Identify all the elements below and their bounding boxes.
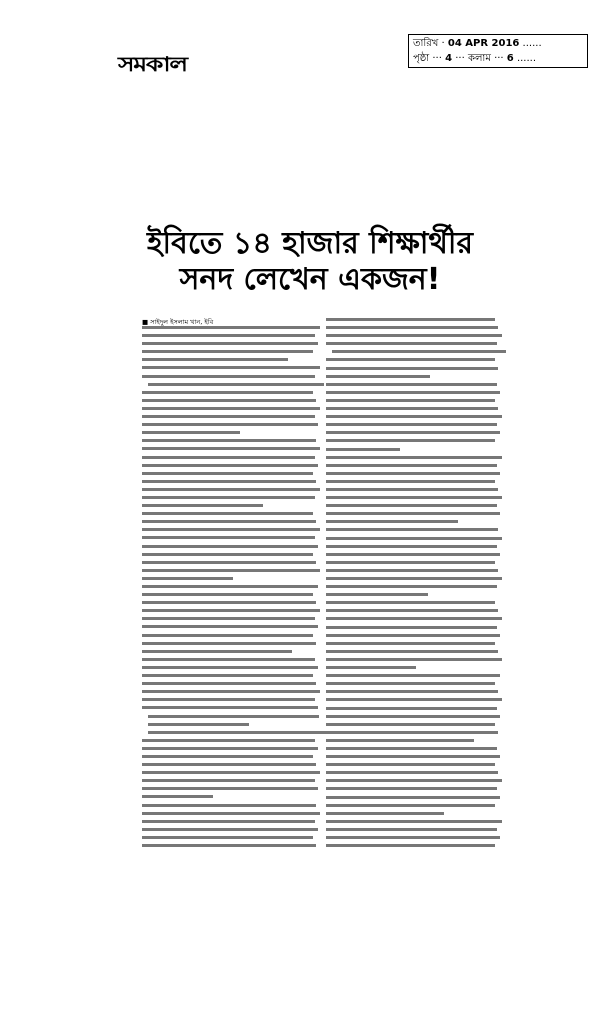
article-text-line <box>326 585 497 588</box>
article-text-line <box>142 634 313 637</box>
article-text-line <box>326 496 502 499</box>
article-text-line <box>326 593 428 596</box>
article-text-line <box>148 715 319 718</box>
article-text-line <box>326 448 400 451</box>
article-text-line <box>142 642 316 645</box>
stamp-column-value: 6 <box>506 53 514 64</box>
article-text-line <box>326 609 498 612</box>
article-text-line <box>142 375 315 378</box>
article-text-line <box>142 585 318 588</box>
article-text-line <box>326 383 497 386</box>
article-text-line <box>326 545 497 548</box>
article-text-line <box>326 658 502 661</box>
article-text-line <box>142 706 318 709</box>
article-text-line <box>142 423 318 426</box>
headline-line-2: সনদ লেখেন একজন! <box>179 262 441 297</box>
article-text-line <box>326 715 500 718</box>
article-text-line <box>142 739 315 742</box>
article-text-line <box>326 739 474 742</box>
article-text-line <box>326 812 444 815</box>
article-text-line <box>326 504 497 507</box>
article-text-line <box>326 820 502 823</box>
article-text-line <box>326 642 495 645</box>
article-text-line <box>326 674 500 677</box>
article-text-line <box>326 626 497 629</box>
article-text-line <box>142 504 263 507</box>
article-text-line <box>142 456 315 459</box>
article-text-line <box>326 755 500 758</box>
article-text-line <box>142 536 315 539</box>
article-text-line <box>142 763 316 766</box>
article-text-line <box>326 787 497 790</box>
stamp-date-row: তারিখ · 04 APR 2016 ...... <box>413 38 542 49</box>
article-text-line <box>142 650 292 653</box>
article-text-line <box>142 690 320 693</box>
article-text-line <box>142 828 318 831</box>
stamp-column-label: কলাম <box>467 53 491 64</box>
date-stamp <box>408 34 588 68</box>
article-text-line <box>142 617 315 620</box>
article-text-line <box>142 415 315 418</box>
article-text-line <box>142 342 318 345</box>
article-text-line <box>142 399 316 402</box>
article-text-line <box>332 350 506 353</box>
article-text-line <box>142 795 213 798</box>
article-text-line <box>326 666 416 669</box>
article-text-line <box>142 625 318 628</box>
article-text-line <box>142 561 316 564</box>
article-text-line <box>326 472 500 475</box>
article-text-line <box>326 844 495 847</box>
article-text-line <box>326 779 502 782</box>
headline-line-1: ইবিতে ১৪ হাজার শিক্ষার্থীর <box>146 226 474 261</box>
article-text-line <box>142 553 313 556</box>
stamp-page-label: পৃষ্ঠা <box>413 53 430 64</box>
article-text-line <box>142 569 320 572</box>
article-text-line <box>326 682 495 685</box>
article-text-line <box>326 650 498 653</box>
article-column-right <box>326 318 502 852</box>
article-text-line <box>142 545 318 548</box>
article-text-line <box>142 334 315 337</box>
article-text-line <box>148 723 249 726</box>
article-text-line <box>326 690 498 693</box>
article-text-line <box>326 763 495 766</box>
article-text-line <box>142 771 320 774</box>
article-text-line <box>142 407 320 410</box>
article-text-line <box>326 577 502 580</box>
article-text-line <box>326 804 495 807</box>
article-text-line <box>142 439 316 442</box>
article-text-line <box>142 366 320 369</box>
article-text-line <box>326 747 497 750</box>
article-text-line <box>326 326 498 329</box>
article-text-line <box>142 836 313 839</box>
article-text-line <box>326 488 498 491</box>
article-text-line <box>326 601 495 604</box>
article-text-line <box>142 844 316 847</box>
article-text-line <box>142 787 318 790</box>
article-text-line <box>142 755 313 758</box>
article-text-line <box>142 779 315 782</box>
article-column-left <box>142 318 320 852</box>
article-text-line <box>326 707 497 710</box>
article-text-line <box>142 512 313 515</box>
article-text-line <box>142 528 320 531</box>
article-text-line <box>142 601 316 604</box>
newspaper-logo: সমকাল <box>118 52 187 76</box>
article-text-line <box>142 666 318 669</box>
article-text-line <box>326 617 502 620</box>
article-headline <box>100 226 520 298</box>
article-text-line <box>326 553 500 556</box>
article-text-line <box>326 537 502 540</box>
article-text-line <box>142 464 318 467</box>
article-text-line <box>148 731 326 734</box>
article-text-line <box>326 512 500 515</box>
article-text-line <box>326 569 498 572</box>
article-text-line <box>142 804 316 807</box>
article-text-line <box>142 358 288 361</box>
article-text-line <box>326 771 498 774</box>
article-text-line <box>326 480 495 483</box>
article-text-line <box>142 812 320 815</box>
article-text-line <box>326 836 500 839</box>
article-text-line <box>326 367 498 370</box>
article-text-line <box>326 342 497 345</box>
stamp-page-row: পৃষ্ঠা ··· 4 ··· কলাম ··· 6 ...... <box>413 53 537 64</box>
article-text-line <box>326 358 495 361</box>
article-text-line <box>326 698 502 701</box>
article-text-line <box>326 439 495 442</box>
article-text-line <box>142 747 318 750</box>
article-text-line <box>326 399 495 402</box>
article-text-line <box>142 391 313 394</box>
article-text-line <box>142 577 233 580</box>
article-text-line <box>326 723 495 726</box>
article-text-line <box>326 464 497 467</box>
article-text-line <box>142 488 320 491</box>
article-text-line <box>326 318 495 321</box>
article-text-line <box>142 820 315 823</box>
article-text-line <box>326 407 498 410</box>
article-text-line <box>142 480 316 483</box>
stamp-date-label: তারিখ <box>413 38 439 49</box>
article-text-line <box>142 682 316 685</box>
article-text-line <box>326 415 502 418</box>
stamp-page-value: 4 <box>445 53 453 64</box>
article-text-line <box>142 593 313 596</box>
article-text-line <box>142 520 316 523</box>
article-text-line <box>326 391 500 394</box>
article-text-line <box>148 383 324 386</box>
article-text-line <box>142 658 315 661</box>
article-text-line <box>326 731 498 734</box>
article-text-line <box>142 609 320 612</box>
article-text-line <box>326 528 498 531</box>
article-text-line <box>142 496 315 499</box>
article-text-line <box>142 447 320 450</box>
stamp-date-value: 04 APR 2016 <box>447 38 520 49</box>
article-text-line <box>142 674 313 677</box>
article-text-line <box>142 326 320 329</box>
article-text-line <box>142 698 315 701</box>
article-byline: ■ সাইদুল ইসলাম খান, ইবি <box>142 318 214 326</box>
article-text-line <box>326 431 500 434</box>
article-text-line <box>326 456 502 459</box>
article-text-line <box>142 350 313 353</box>
article-text-line <box>326 375 430 378</box>
article-text-line <box>326 796 500 799</box>
article-text-line <box>326 423 497 426</box>
article-text-line <box>326 634 500 637</box>
article-text-line <box>142 472 313 475</box>
article-text-line <box>326 561 495 564</box>
article-text-line <box>326 828 497 831</box>
article-text-line <box>326 334 502 337</box>
article-text-line <box>142 431 240 434</box>
article-text-line <box>326 520 458 523</box>
